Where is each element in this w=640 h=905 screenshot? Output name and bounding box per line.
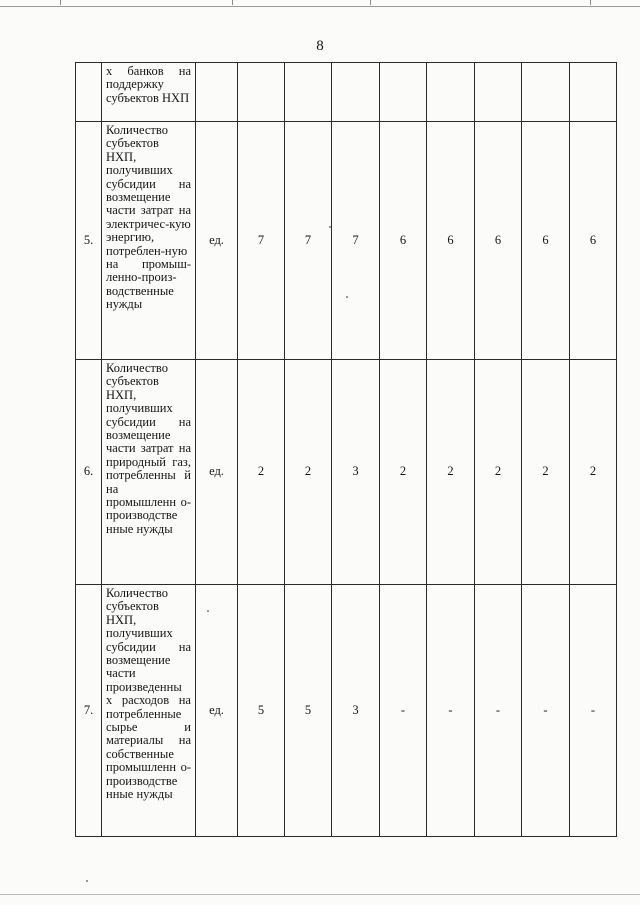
scan-speck <box>329 226 331 228</box>
value-cell: 2 <box>522 360 570 585</box>
value-cell: 6 <box>570 122 617 360</box>
value-cell: 7 <box>238 122 285 360</box>
unit-cell: ед. <box>196 585 238 837</box>
scan-bottom-edge <box>0 894 640 895</box>
unit-cell <box>196 63 238 122</box>
scan-mark <box>370 0 371 5</box>
value-cell: 6 <box>522 122 570 360</box>
page-number: 8 <box>316 38 324 54</box>
table-row <box>76 360 617 585</box>
value-cell: 6 <box>380 122 427 360</box>
indicator-description: Количество субъектов НХП, получивших субсидии на возмещение части затрат на электричес-кую энергию, потреблен-ную на промыш-ленно-произ-водственные нужды <box>102 122 196 360</box>
value-cell <box>238 63 285 122</box>
value-cell <box>570 63 617 122</box>
scan-speck <box>86 880 88 882</box>
value-cell: 2 <box>427 360 475 585</box>
scan-mark <box>590 0 591 5</box>
table-row <box>76 585 617 837</box>
value-cell <box>427 63 475 122</box>
value-cell <box>522 63 570 122</box>
scan-top-edge <box>0 0 640 7</box>
value-cell: 2 <box>475 360 522 585</box>
scan-mark <box>232 0 233 5</box>
value-cell: - <box>380 585 427 837</box>
indicators-table <box>75 62 617 837</box>
unit-cell: ед. <box>196 122 238 360</box>
value-cell <box>475 63 522 122</box>
indicator-description: Количество субъектов НХП, получивших субсидии на возмещение части затрат на природный газ, потребленны й на промышленн о-производстве нные нужды <box>102 360 196 585</box>
value-cell: 2 <box>238 360 285 585</box>
value-cell: 7 <box>285 122 332 360</box>
value-cell: 6 <box>475 122 522 360</box>
row-number: 5. <box>76 122 102 360</box>
value-cell: 3 <box>332 585 380 837</box>
value-cell: 2 <box>285 360 332 585</box>
table-row <box>76 122 617 360</box>
value-cell <box>380 63 427 122</box>
value-cell: - <box>427 585 475 837</box>
value-cell: 5 <box>285 585 332 837</box>
row-number: 7. <box>76 585 102 837</box>
value-cell <box>285 63 332 122</box>
value-cell: 2 <box>380 360 427 585</box>
value-cell: - <box>475 585 522 837</box>
indicator-description: Количество субъектов НХП, получивших субсидии на возмещение части произведенны х расходов на потребленные сырье и материалы на собственные промышленн о-производстве нные нужды <box>102 585 196 837</box>
value-cell: 3 <box>332 360 380 585</box>
scan-mark <box>60 0 61 5</box>
unit-cell: ед. <box>196 360 238 585</box>
indicator-description: х банков на поддержку субъектов НХП <box>102 63 196 122</box>
value-cell: 5 <box>238 585 285 837</box>
value-cell: 6 <box>427 122 475 360</box>
value-cell: - <box>570 585 617 837</box>
scan-speck <box>207 610 209 612</box>
value-cell: 7 <box>332 122 380 360</box>
table-row <box>76 63 617 122</box>
value-cell <box>332 63 380 122</box>
scan-speck <box>346 296 348 298</box>
value-cell: - <box>522 585 570 837</box>
value-cell: 2 <box>570 360 617 585</box>
row-number <box>76 63 102 122</box>
row-number: 6. <box>76 360 102 585</box>
